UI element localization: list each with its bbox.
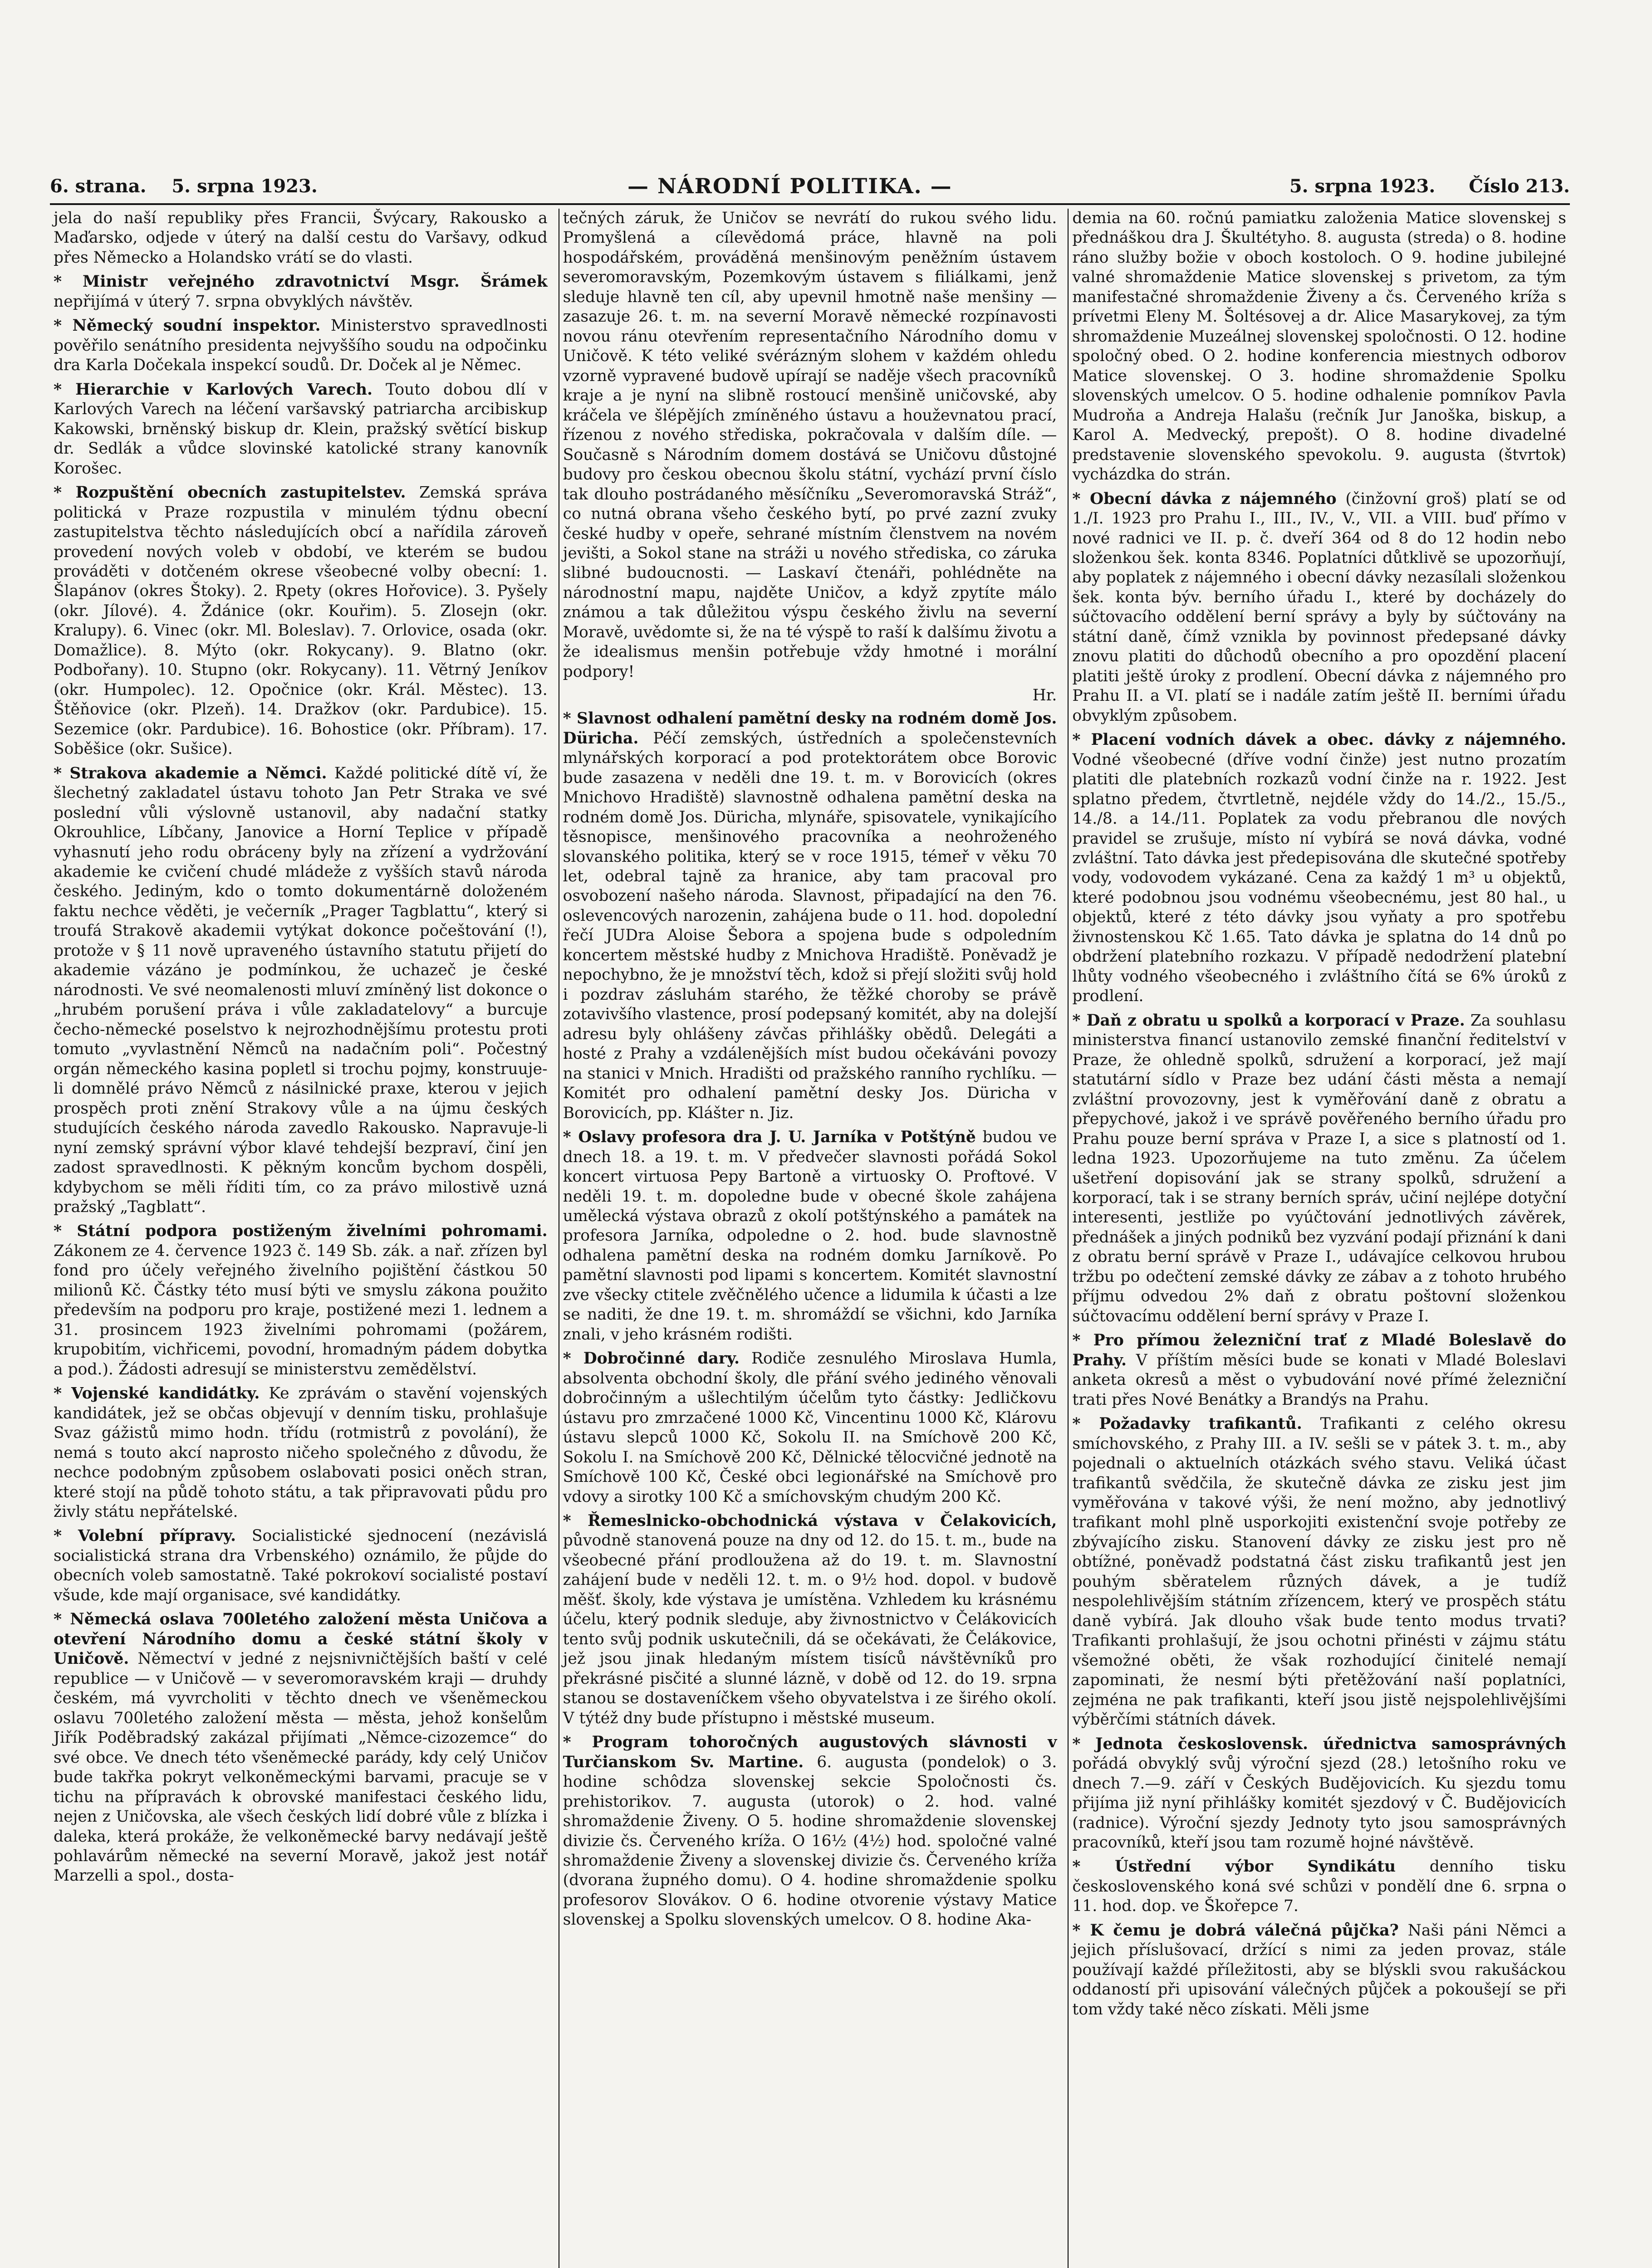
news-item: [1072, 1331, 1566, 1410]
news-item: [1072, 1921, 1566, 2019]
news-item: [54, 380, 548, 479]
column-1: [50, 209, 551, 2268]
news-item-text: budou ve dnech 18. a 19. t. m. V předvečer slavnosti pořádá Sokol koncert virtuosa Pepy Bartoně a virtuosky O. Proftové. V neděli 19. t. m. dopoledne bude v obecné škole zahájena umělecká výstava obrazů z okolí potštýnského a památek na profesora Jarníka, odpoledne o 2. hod. bude slavnostně odhalena pamětní deska na rodném domku Jarníkově. Po pamětní slavnosti pod lipami s koncertem. Komitét slavnostní zve všecky ctitele zvěčnělého učence a lidumila k účasti a lze se naditi, že dne 19. t. m. shromáždí se všichni, kdo Jarníka znali, v jeho krásném rodišti.: [563, 1128, 1057, 1344]
news-item-heading: * Slavnost odhalení pamětní desky na rodném domě Jos. Düricha.: [563, 709, 1057, 747]
column-3: [1068, 209, 1570, 2268]
news-item: [563, 709, 1057, 1123]
news-item-heading: * Rozpuštění obecních zastupitelstev.: [54, 484, 406, 502]
news-item: [54, 483, 548, 759]
news-item-heading: * K čemu je dobrá válečná půjčka?: [1072, 1921, 1398, 1940]
news-item-text: tečných záruk, že Uničov se nevrátí do rukou svého lidu. Promyšlená a cílevědomá práce, hlavně na poli hospodářském, prováděná menšinovým peněžním ústavem severomoravským, Pozemkovým ústavem s filiálkami, jenž sleduje hlavně ten cíl, aby upevnil hmotně naše menšiny — zasazuje 26. t. m. na severní Moravě německé rozpínavosti novou ránu otevřením representačního Národního domu v Uničově. K této veliké svérázným slohem v každém ohledu vzorně vypravené budově upírají se naděje všech pracovníků kraje a je nyní na slibně rostoucí menšině uničovské, aby kráčela ve šlépějích zmíněného ústavu a houževnatou prací, řízenou z nového střediska, pokračovala v dalším díle. — Současně s Národním domem dostává se Uničovu důstojné budovy pro českou obecnou školu státní, vychází první číslo tak dlouho postrádaného měsíčníku „Severomoravská Stráž“, co nutná obrana všeho českého bytí, po prvé zazní zvuky české hudby v opeře, sehrané místním členstvem na novém jevišti, a Sokol stane na stráži u nového střediska, co záruka slibné budoucnosti. — Laskaví čtenáři, pohlédněte na národnostní mapu, najděte Uničov, a když zpytíte málo známou a tak důležitou výspu českého živlu na severní Moravě, uvědomte si, že na té výspě to raší k dalšímu životu a že idealismus menšin potřebuje vždy hmotné i morální podpory!: [563, 209, 1057, 681]
news-item-heading: * Pro přímou železniční trať z Mladé Boleslavě do Prahy.: [1072, 1331, 1566, 1369]
news-item-heading: * Obecní dávka z nájemného: [1072, 490, 1336, 508]
news-item: [1072, 1857, 1566, 1916]
news-item: [563, 1128, 1057, 1344]
news-item-text: Zákonem ze 4. července 1923 č. 149 Sb. zák. a nař. zřízen byl fond pro účely veřejného živelního pojištění částkou 50 milionů Kč. Částky této musí býti ve smyslu zákona použito především na podporu pro kraje, postižené mezi 1. lednem a 31. prosincem 1923 živelními pohromami (požárem, krupobitím, vichřicemi, povodní, hromadným pádem dobytka a pod.). Žádosti adresují se ministerstvu zemědělství.: [54, 1242, 548, 1378]
news-item-heading: * Hierarchie v Karlových Varech.: [54, 381, 373, 399]
news-item: [1072, 1011, 1566, 1327]
news-item-heading: * Německý soudní inspektor.: [54, 317, 321, 335]
news-item-heading: * Dobročinné dary.: [563, 1349, 740, 1368]
news-item: [54, 272, 548, 312]
news-item-heading: * Ústřední výbor Syndikátu: [1072, 1857, 1396, 1876]
news-item: [1072, 489, 1566, 726]
news-item-heading: * Jednota československ. úřednictva samosprávných: [1072, 1735, 1566, 1753]
news-item-heading: * Řemeslnicko-obchodnická výstava v Čelakovicích,: [563, 1512, 1057, 1530]
header-date-right: 5. srpna 1923.: [1289, 175, 1436, 197]
article-signature: Hr.: [1032, 686, 1057, 705]
news-item-text: Za souhlasu ministerstva financí ustanovilo zemské finanční ředitelství v Praze, že ohledně spolků, sdružení a korporací, jež mají statutární sídlo v Praze bez udání části města a nemají zvláštní provozovny, jest k vyměřování daně z obratu a přepychové, jakož i ve správě pověřeného berního úřadu pro Prahu pouze berní správa v Praze I, a sice s platností od 1. ledna 1923. Upozorňujeme na tuto změnu. Za účelem ušetření dopisování jak se strany spolků, sdružení a korporací, tak i se strany berních správ, učiní nejlépe dotyční interesenti, jestliže po vyúčtování jednotlivých závěrek, přednášek a jiných podniků bez vyzvání podají přiznání k dani z obratu berní správě v Praze I., udávajíce celkovou hrubou tržbu po odečtení zemské dávky ze zábav a z tohoto hrubého příjmu odvedou 2% daň z obratu poštovní složenkou súčtovacímu oddělení berní správy v Praze I.: [1072, 1011, 1567, 1325]
news-item-heading: * Požadavky trafikantů.: [1072, 1415, 1302, 1433]
issue-number: Číslo 213.: [1469, 175, 1570, 197]
news-item-text: původně stanovená pouze na dny od 12. do 15. t. m., bude na všeobecné přání prodloužena až do 19. t. m. Slavnostní zahájení bude v neděli 12. t. m. o 9½ hod. dopol. v budově měšť. školy, kde výstava je umístěna. Vzhledem ku krásnému účelu, který podnik sleduje, aby živnostnictvo v Čelákovicích tento svůj podnik uskutečnili, dá se očekávati, že Čelákovice, jež jsou jinak hledaným místem tisíců návštěvníků pro překrásné pisčité a slunné lázně, v době od 12. do 19. srpna stanou se dostaveníčkem všeho obyvatelstva i ze širého okolí. V týtéž dny bude přístupno i městské museum.: [563, 1531, 1057, 1727]
article-continuation: [1072, 209, 1566, 485]
news-item-text: V příštím měsíci bude se konati v Mladé Boleslavi anketa okresů a měst o vybudování nové přímé železniční trati přes Nové Benátky a Brandýs na Prahu.: [1072, 1351, 1567, 1409]
news-item: [563, 1349, 1057, 1507]
news-item-text: Vodné všeobecné (dříve vodní činže) jest nutno prozatím platiti dle platebních rozkazů vodní činže na r. 1922. Jest splatno předem, čtvrtletně, nejdéle vždy do 14./2., 15./5., 14./8. a 14./11. Poplatek za vodu přebranou dle nových pravidel se zrušuje, místo ní vybírá se nová dávka, vodné zvláštní. Tato dávka jest předepisována dle skutečné spotřeby vody, vodovodem vykázané. Cena za každý 1 m³ u objektů, které podobnou jsou vodnému všeobecnému, jest 80 hal., u objektů, které z této dávky jsou vyňaty a pro spotřebu živnostenskou Kč 1.65. Tato dávka je splatna do 14 dnů po obdržení platebního rozkazu. V případě nedodržení platební lhůty vodného všeobecného i zvláštního čítá se 6% úroků z prodlení.: [1072, 750, 1567, 1006]
news-item-heading: * Oslavy profesora dra J. U. Jarníka v Potštýně: [563, 1128, 976, 1146]
news-item: [54, 1222, 548, 1379]
news-item-text: Naši páni Němci a jejich příslušovací, držící s nimi za jeden provaz, stále používají každé příležitosti, aby se blýskli svou rakušáckou oddaností při upisování válečných půjček a pokoušejí se při tom vždy také něco získati. Měli jsme: [1072, 1921, 1567, 2019]
header-right: [1262, 176, 1570, 197]
news-item-text: denního tisku československého koná své schůzi v pondělí dne 6. srpna o 11. hod. dop. ve Škořepce 7.: [1072, 1857, 1567, 1916]
news-item-heading: * Strakova akademie a Němci.: [54, 764, 327, 782]
news-item-heading: * Placení vodních dávek a obec. dávky z nájemného.: [1072, 731, 1566, 749]
news-item-text: 6. augusta (pondelok) o 3. hodine schôdza slovenskej sekcie Spoločnosti čs. prehistorikov. 7. augusta (utorok) o 2. hod. valné shromaždenie Živeny. O 5. hodine shromaždenie slovenskej divizie čs. Červeného kríža. O 16½ (4½) hod. spoločné valné shromaždenie Živeny a slovenskej divizie čs. Červeného kríža (dvorana župného domu). O 4. hodine shromaždenie spolku profesorov Slovákov. O 6. hodine otvorenie výstavy Matice slovenskej a Spolku slovenských umelcov. O 8. hodine Aka-: [563, 1753, 1057, 1929]
header-date-left: 5. srpna 1923.: [172, 175, 318, 197]
article-columns: [50, 209, 1570, 2268]
news-item-heading: * Ministr veřejného zdravotnictví Msgr. Šrámek: [54, 273, 548, 291]
news-item: [54, 1526, 548, 1605]
news-item-text: Socialistické sjednocení (nezávislá socialistická strana dra Vrbenského) oznámilo, že půjde do obecních voleb samostatně. Také pokrokoví socialisté postaví všude, kde mají organisace, své kandidátky.: [54, 1527, 548, 1604]
news-item-text: Zemská správa politická v Praze rozpustila v minulém týdnu obecní zastupitelstva těchto následujících obcí a nařídila zároveň provedení nových voleb v období, ve kterém se budou prováděti v dotčeném okrese všeobecné volby obecní: 1. Šlapánov (okres Štoky). 2. Rpety (okres Hořovice). 3. Pyšely (okr. Jílové). 4. Ždánice (okr. Kouřim). 5. Zlosejn (okr. Kralupy). 6. Vinec (okr. Ml. Boleslav). 7. Orlovice, osada (okr. Domažlice). 8. Mýto (okr. Rokycany). 9. Blatno (okr. Podbořany). 10. Stupno (okr. Rokycany). 11. Větrný Jeníkov (okr. Humpolec). 12. Opočnice (okr. Král. Městec). 13. Štěňovice (okr. Plzeň). 14. Dražkov (okr. Pardubice). 15. Sezemice (okr. Pardubice). 16. Bohostice (okr. Příbram). 17. Soběšice (okr. Sušice).: [54, 484, 548, 758]
news-item: [54, 1384, 548, 1522]
news-item: [54, 764, 548, 1217]
news-item: [563, 1511, 1057, 1728]
news-item-heading: * Program tohoročných augustových slávnosti v Turčianskom Sv. Martine.: [563, 1733, 1057, 1771]
news-item-text: (činžovní groš) platí se od 1./I. 1923 pro Prahu I., III., IV., V., VII. a VIII. buď přímo v nové radnici ve II. p. č. dveří 364 od 8 do 12 hodin nebo složenkou šek. konta 8346. Poplatníci důtklivě se upozorňují, aby poplatek z nájemného i obecní dávky nezasílali složenkou šek. konta býv. berního úřadu I., které by docházely do súčtovacího oddělení berní správy a byly by súčtovány na státní daně, čímž vznikla by povinnost předepsané dávky znovu platiti do důchodů obecního a pro opozdění placení platiti ještě úroky z prodlení. Obecní dávka z nájemného pro Prahu II. a VI. platí se i nadále zatím ještě II. berními úřadu obvyklým způsobem.: [1072, 489, 1567, 725]
news-item: [1072, 1414, 1566, 1730]
news-item-text: nepřijímá v úterý 7. srpna obvyklých návštěv.: [54, 292, 413, 311]
news-item-text: pořádá obvyklý svůj výroční sjezd (28.) letošního roku ve dnech 7.—9. září v Českých Budějovicích. Ku sjezdu tomu přijíma již nyní přihlášky komitét sjezdový v Č. Budějovicích (radnice). Výroční sjezdy Jednoty tyto jsou samosprávných pracovníků, kteří jsou tam rozumě hojné návštěvě.: [1072, 1755, 1567, 1852]
column-2: [559, 209, 1061, 2268]
news-item-text: Němectví v jedné z nejsnivničtějších baští v celé republice — v Uničově — v severomoravském kraji — druhdy českém, má vyvrcholiti v těchto dnech ve všeněmeckou oslavu 700letého založení města — města, jehož konšelům Jiřík Poděbradský zakázal přijímati „Němce-cizozemce“ do své obce. Ve dnech této všeněmecké parády, kdy celý Uničov bude takřka pokryt velkoněmeckými barvami, pracuje se v tichu na přípravách k obrovské manifestaci českého lidu, nejen z Uničovska, ale všech českých lidí dobré vůle z blízka i daleka, která prokáže, že velkoněmecké barvy nedávají ještě pohlavárům německé na severní Moravě, jakož jest notář Marzelli a spol., dosta-: [54, 1650, 548, 1885]
article-continuation: [54, 209, 548, 268]
header-left: [50, 176, 318, 197]
header-rule: [50, 203, 1570, 205]
news-item-text: demia na 60. ročnú pamiatku založenia Matice slovenskej s přednáškou dra J. Škultétyho. 8. augusta (streda) o 8. hodine ráno služby božie v oboch kostoloch. O 9. hodine jubilejné valné shromaždenie Matice slovenskej s privetom, za tým manifestačné shromaždenie Živeny a čs. Červeného kríža s prívetmi Eleny M. Šoltésovej a dr. Alice Masarykovej, za tým shromaždenie Muzeálnej slovenskej spoločnosti. O 12. hodine spoločný obed. O 2. hodine konferencia miestnych odborov Matice slovenskej. O 3. hodine shromaždenie Spolku slovenských umelcov. O 5. hodine odhalenie pomníkov Pavla Mudroňa a Andreja Halašu (rečník Jur Janoška, biskup, a Karol A. Medvecký, prepošt). O 8. hodine divadelné predstavenie slovenského spevokolu. 9. augusta (štvrtok) vycházdka do strán.: [1072, 209, 1567, 484]
news-item-text: jela do naší republiky přes Francii, Švýcary, Rakousko a Maďarsko, odjede v úterý na další cestu do Varšavy, odkud přes Německo a Holandsko vrátí se do vlasti.: [54, 209, 548, 267]
news-item-heading: * Daň z obratu u spolků a korporací v Praze.: [1072, 1012, 1465, 1030]
news-item-text: Rodiče zesnulého Miroslava Humla, absolventa obchodní školy, dle přání svého jediného věnovali dobročinným a ušlechtilým účelům tyto částky: Jedličkovu ústavu pro zmrzačené 1000 Kč, Vincentinu 1000 Kč, Klárovu ústavu slepců 1000 Kč, Sokolu II. na Smíchově 200 Kč, Sokolu I. na Smíchově 200 Kč, Dělnické tělocvičné jednotě na Smíchově 100 Kč, České obci legionářské na Smíchově pro vdovy a sirotky 100 Kč a smíchovským chudým 200 Kč.: [563, 1349, 1057, 1506]
page-header: [50, 172, 1570, 200]
page-number: 6. strana.: [50, 175, 147, 197]
news-item-text: Ministerstvo spravedlnosti pověřilo senátního presidenta nejvyššího soudu na odpočinku dra Karla Dočekala inspekcí soudů. Dr. Doček al je Němec.: [54, 317, 548, 375]
news-item: [1072, 730, 1566, 1007]
article-continuation: [563, 209, 1057, 682]
news-item-heading: * Státní podpora postiženým živelními pohromami.: [54, 1222, 548, 1240]
newspaper-title: — NÁRODNÍ POLITIKA. —: [627, 174, 952, 198]
news-item: [54, 1610, 548, 1886]
news-item-heading: * Německá oslava 700letého založení města Uničova a otevření Národního domu a české státní školy v Uničově.: [54, 1610, 548, 1668]
news-item: [563, 1733, 1057, 1930]
news-item-heading: * Volební přípravy.: [54, 1527, 236, 1545]
news-item: [1072, 1735, 1566, 1853]
news-item-text: Péčí zemských, ústředních a společenstevních mlynářských korporací a pod protektorátem obce Borovic bude zasazena v neděli dne 19. t. m. v Borovicích (okres Mnichovo Hradiště) slavnostně odhalena pamětní deska na rodném domě Jos. Düricha, mlynáře, spisovatele, vynikajícího těsnopisce, menšinového pracovníka a neohroženého slovanského politika, který se v roce 1915, témeř v věku 70 let, odebral tajně za hranice, aby tam pracoval pro osvobození našeho národa. Slavnost, připadající na den 76. oslevencových narozenin, zahájena bude o 11. hod. dopolední řečí JUDra Aloise Šebora a spojena bude s odpoledním koncertem městské hudby z Mnichova Hradiště. Poněvadž je nepochybno, že je množství těch, kdož si přejí složiti svůj hold i pozdrav zásluhám starého, že těžké choroby se právě zotavivšího vlastence, prosí podepsaný komitét, aby na dolejší adresu byly ohlášeny závčas přihlášky obědů. Delegáti a hosté z Prahy a vzdálenějších míst budou očekáváni povozy na stanici v Mnich. Hradišti od pražského ranního rychlíku. — Komitét pro odhalení pamětní desky Jos. Düricha v Borovicích, pp. Klášter n. Jiz.: [563, 729, 1057, 1122]
news-item-text: Ke zprávám o stavění vojenských kandidátek, jež se občas objevují v denním tisku, prohlašuje Svaz gážistů mimo hodn. třídu (rotmistrů z povolání), že nemá s touto akcí naprosto ničeho společného z důvodu, že nechce podobným způsobem oslabovati posici oněch stran, které stojí na půdě tohoto státu, a tak připravovati půdu pro živly státu nepřátelské.: [54, 1384, 548, 1521]
news-item-text: Touto dobou dlí v Karlových Varech na léčení varšavský patriarcha arcibiskup Kakowski, brněnský biskup dr. Klein, pražský světící biskup dr. Sedlák a vůdce slovinské katolické strany kanovník Korošec.: [54, 380, 548, 478]
news-item-text: Trafikanti z celého okresu smíchovského, z Prahy III. a IV. sešli se v pátek 3. t. m., aby pojednali o aktuelních otázkách svého stavu. Veliká účast trafikantů svědčila, že skutečně dávka ze zisku jest jim vyměřována v takové výši, že není možno, aby jednotlivý trafikant mohl plně usporkojiti existenční svoje potřeby ze zbývajícího zisku. Stanovení dávky ze zisku jest pro ně obtížné, poněvadž podstatná část zisku trafikantů jest jen pouhým sběratelem různých dávek, a je tudíž nespolehlivějším státním zřízencem, který ve prospěch státu daně vybírá. Jak dlouho však bude tento modus trvati? Trafikanti prohlašují, že jsou ochotni přinésti v zájmu státu všemožné oběti, že však rozhodující činitelé nemají zapominati, že nesmí býti přetěžování naší poplatníci, zejména ne pak trafikanti, kteří jsou jistě nejspolehlivějšími výběrčími státních dávek.: [1072, 1415, 1567, 1729]
news-item: [54, 316, 548, 375]
news-item-text: Každé politické dítě ví, že šlechetný zakladatel ústavu tohoto Jan Petr Straka ve své poslední vůli výslovně ustanovil, aby nadační statky Okrouhlice, Líbčany, Janovice a Horní Teplice v případě vyhasnutí jeho rodu obráceny byly na zřízení a vydržování akademie ke cvičení chudé mládeže z vyšších stavů národa českého. Jediným, kdo o tomto dokumentárně doloženém faktu nechce věděti, je večerník „Prager Tagblattu“, který si troufá Strakově akademii vytýkat dokonce počeštování (!), protože v § 11 nově upraveného ústavního statutu přijetí do akademie vázáno je podmínkou, že uchazeč je české národnosti. Ve své neomalenosti mluví zmíněný list dokonce o „hrubém porušení práva i vůle zakladatelovy“ a burcuje čecho-německé poselstvo k nejrozhodnějšímu protestu proti tomuto „vyvlastnění Němců na nadačním poli“. Počestný orgán německého kasina popletl si trochu pojmy, konstruuje-li domnělé právo Němců z násilnické praxe, kterou v jejich prospěch proti znění Strakovy vůle a na újmu českých studujících českého národa zavedlo Rakousko. Napravuje-li nyní zemský správní výbor klavé tehdejší bezpraví, činí jen zadost spravedlnosti. K pěkným koncům bychom dospěli, kdybychom se měli říditi tím, co za právo milostivě uzná pražský „Tagblatt“.: [54, 764, 548, 1216]
news-item-heading: * Vojenské kandidátky.: [54, 1384, 260, 1403]
